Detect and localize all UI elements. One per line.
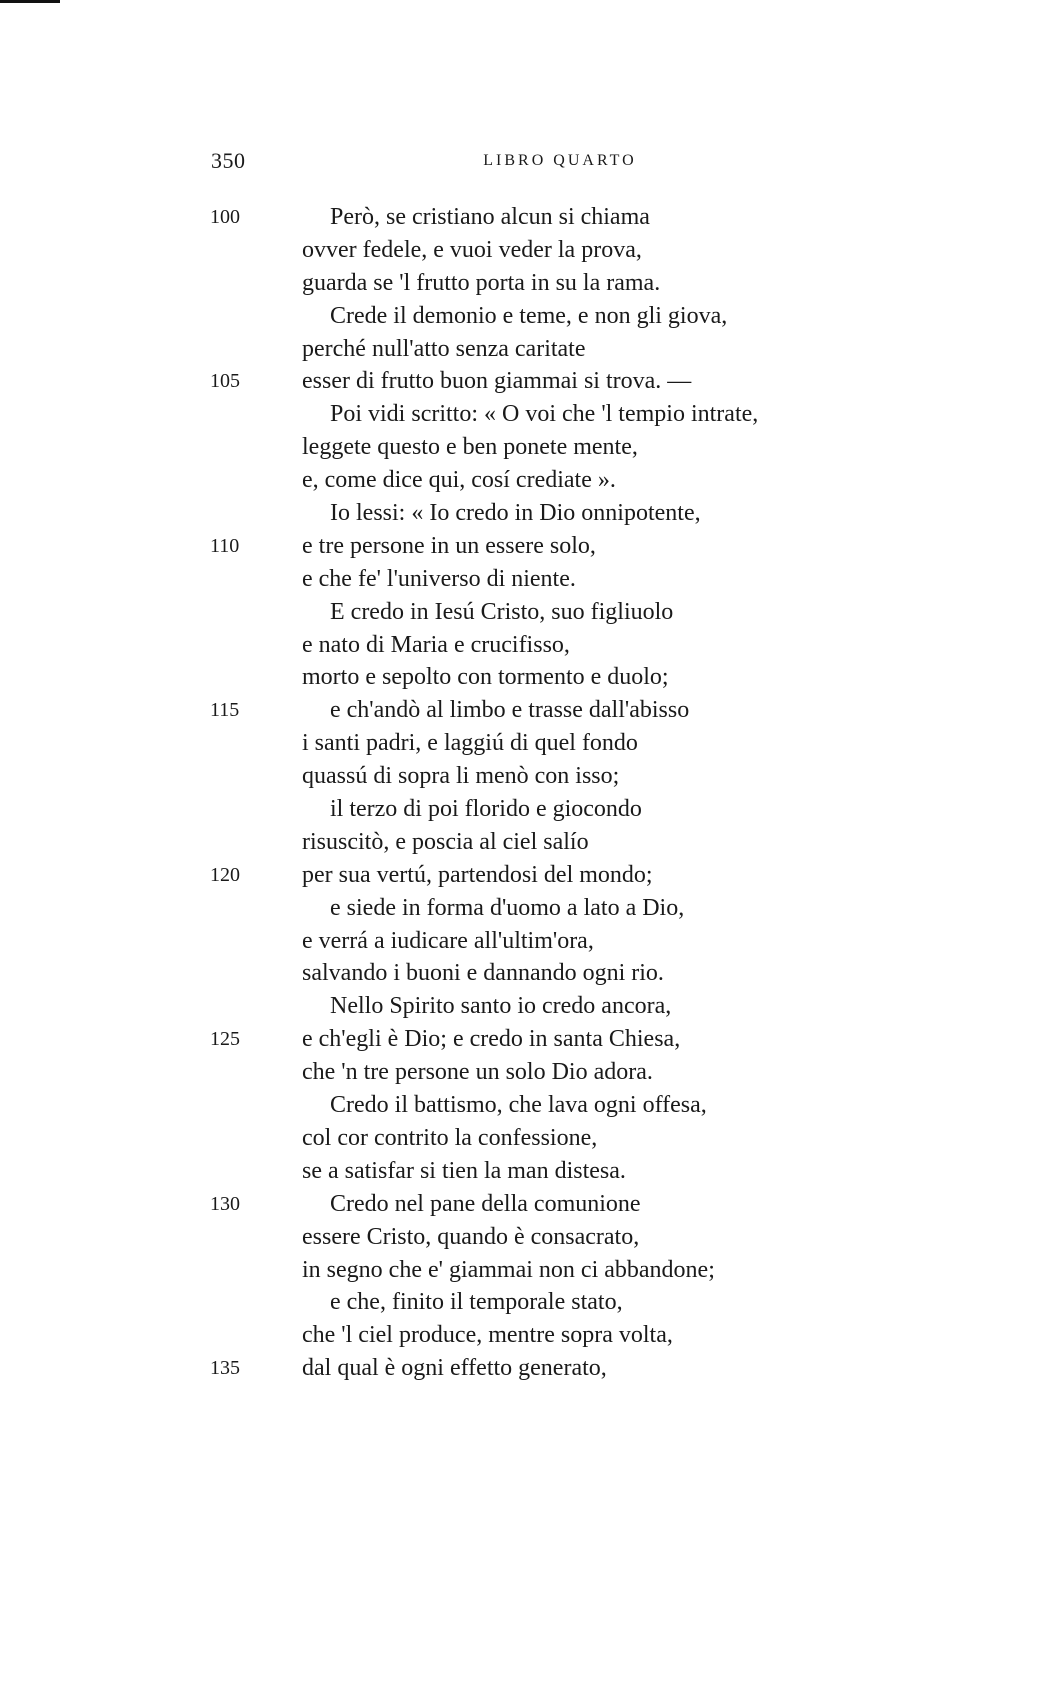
verse-line [0,234,1049,267]
verse-line [0,760,1049,793]
verse-text: perché null'atto senza caritate [302,335,586,362]
verse-line [0,661,1049,694]
verse-line [0,892,1049,925]
verse-line [0,1155,1049,1188]
verse-text: in segno che e' giammai non ci abbandone; [302,1256,715,1283]
verse-text: e ch'egli è Dio; e credo in santa Chiesa, [302,1026,681,1053]
line-number: 100 [210,206,240,228]
verse-text: Però, se cristiano alcun si chiama [330,204,650,230]
verse-line [0,530,1049,563]
verse-text: essere Cristo, quando è consacrato, [302,1223,640,1250]
verse-line [0,793,1049,826]
verse-text: esser di frutto buon giammai si trova. — [302,368,692,395]
line-number: 110 [210,534,240,557]
verse-line [0,727,1049,760]
verse-text: e che, finito il temporale stato, [330,1289,623,1316]
line-number: 105 [210,370,240,393]
verse-text: e nato di Maria e crucifisso, [302,631,570,658]
verse-line [0,267,1049,300]
verse-text: per sua vertú, partendosi del mondo; [302,861,653,888]
verse-text: che 'n tre persone un solo Dio adora. [302,1059,653,1086]
verse-line [0,1188,1049,1221]
verse-line [0,990,1049,1023]
verse-line [0,300,1049,333]
verse-line [0,859,1049,892]
verse-text: salvando i buoni e dannando ogni rio. [302,960,664,987]
verse-text: e tre persone in un essere solo, [302,532,596,559]
verse-text: guarda se 'l frutto porta in su la rama. [302,269,661,296]
verse-text: il terzo di poi florido e giocondo [330,796,642,823]
verse-text: dal qual è ogni effetto generato, [302,1355,607,1382]
verse-text: E credo in Iesú Cristo, suo figliuolo [330,598,674,625]
verse-line [0,1023,1049,1056]
verse-text: e, come dice qui, cosí crediate ». [302,467,616,494]
running-title: LIBRO QUARTO [483,152,637,169]
page-header [0,148,1049,178]
line-number: 135 [210,1357,240,1380]
verse-text: Credo il battismo, che lava ogni offesa, [330,1092,707,1119]
verse-text: Poi vidi scritto: « O voi che 'l tempio intrate, [330,401,759,428]
poem-body [0,201,1049,1385]
verse-text: morto e sepolto con tormento e duolo; [302,664,669,691]
verse-text: Io lessi: « Io credo in Dio onnipotente, [330,500,701,527]
verse-text: Credo nel pane della comunione [330,1190,641,1217]
verse-line [0,826,1049,859]
verse-text: se a satisfar si tien la man distesa. [302,1157,626,1184]
verse-text: ovver fedele, e vuoi veder la prova, [302,236,642,263]
verse-text: Crede il demonio e teme, e non gli giova, [330,302,728,329]
verse-line [0,694,1049,727]
verse-text: i santi padri, e laggiú di quel fondo [302,730,638,757]
verse-text: e che fe' l'universo di niente. [302,565,576,592]
verse-line [0,1286,1049,1319]
line-number: 125 [210,1028,240,1051]
verse-line [0,596,1049,629]
verse-line [0,629,1049,662]
line-number: 115 [210,699,240,722]
verse-line [0,365,1049,398]
verse-text: Nello Spirito santo io credo ancora, [330,993,672,1020]
verse-text: quassú di sopra li menò con isso; [302,763,620,790]
verse-line [0,333,1049,366]
line-number: 120 [210,863,240,886]
verse-text: che 'l ciel produce, mentre sopra volta, [302,1322,673,1349]
verse-line [0,398,1049,431]
verse-text: risuscitò, e poscia al ciel salío [302,828,589,855]
verse-line [0,1122,1049,1155]
line-number: 130 [210,1192,240,1215]
verse-line [0,957,1049,990]
verse-line [0,925,1049,958]
verse-line [0,1056,1049,1089]
verse-line [0,464,1049,497]
verse-text: e siede in forma d'uomo a lato a Dio, [330,894,685,921]
verse-line [0,1089,1049,1122]
verse-line [0,1221,1049,1254]
verse-line [0,201,1049,234]
verse-line [0,563,1049,596]
page-number: 350 [211,148,246,173]
scan-corner-mark [0,0,60,3]
verse-text: col cor contrito la confessione, [302,1124,598,1151]
verse-text: leggete questo e ben ponete mente, [302,434,638,461]
verse-line [0,1254,1049,1287]
verse-text: e verrá a iudicare all'ultim'ora, [302,927,594,954]
verse-line [0,1352,1049,1385]
verse-line [0,431,1049,464]
verse-line [0,497,1049,530]
verse-line [0,1319,1049,1352]
verse-text: e ch'andò al limbo e trasse dall'abisso [330,697,690,724]
